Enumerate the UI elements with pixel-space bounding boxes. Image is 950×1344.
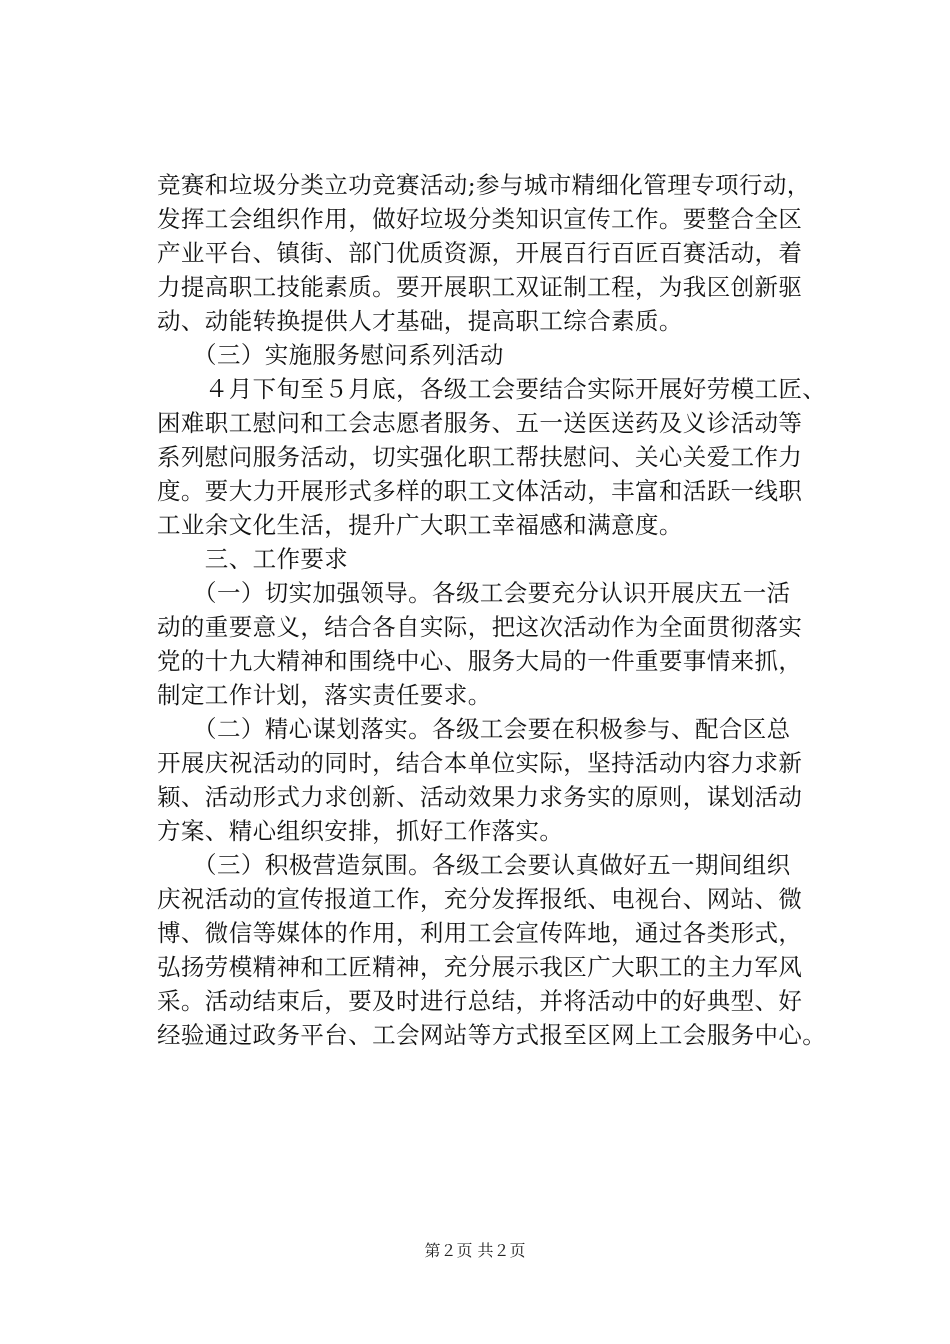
text-line: 颖、活动形式力求创新、活动效果力求务实的原则，谋划活动 [157, 783, 803, 811]
text-line: 力提高职工技能素质。要开展职工双证制工程，为我区创新驱 [157, 273, 803, 301]
text-line: 困难职工慰问和工会志愿者服务、五一送医送药及义诊活动等 [157, 409, 803, 437]
text-line: 工业余文化生活，提升广大职工幸福感和满意度。 [157, 511, 683, 539]
section-heading: 三、工作要求 [157, 545, 349, 573]
text-line: 方案、精心组织安排，抓好工作落实。 [157, 817, 564, 845]
text-line: 经验通过政务平台、工会网站等方式报至区网上工会服务中心。 [157, 1021, 827, 1049]
text-line: （二）精心谋划落实。各级工会要在积极参与、配合区总 [157, 715, 791, 743]
document-body [157, 168, 862, 1052]
text-line: 博、微信等媒体的作用，利用工会宣传阵地，通过各类形式， [157, 919, 803, 947]
text-line: 党的十九大精神和围绕中心、服务大局的一件重要事情来抓， [157, 647, 803, 675]
text-line: 产业平台、镇街、部门优质资源，开展百行百匠百赛活动，着 [157, 239, 803, 267]
page-number-footer: 第２页 共２页 [424, 1241, 526, 1260]
text-line: 采。活动结束后，要及时进行总结，并将活动中的好典型、好 [157, 987, 803, 1015]
text-line: 度。要大力开展形式多样的职工文体活动，丰富和活跃一线职 [157, 477, 803, 505]
text-line: （三）积极营造氛围。各级工会要认真做好五一期间组织 [157, 851, 791, 879]
text-line: 弘扬劳模精神和工匠精神，充分展示我区广大职工的主力军风 [157, 953, 803, 981]
text-line: （一）切实加强领导。各级工会要充分认识开展庆五一活 [157, 579, 791, 607]
text-line: 系列慰问服务活动，切实强化职工帮扶慰问、关心关爱工作力 [157, 443, 803, 471]
text-line: ４月下旬至５月底，各级工会要结合实际开展好劳模工匠、 [157, 375, 827, 403]
text-line: 制定工作计划，落实责任要求。 [157, 681, 492, 709]
text-line: 动、动能转换提供人才基础，提高职工综合素质。 [157, 307, 683, 335]
text-line: 发挥工会组织作用，做好垃圾分类知识宣传工作。要整合全区 [157, 205, 803, 233]
section-heading: （三）实施服务慰问系列活动 [157, 341, 504, 369]
text-line: 动的重要意义，结合各自实际，把这次活动作为全面贯彻落实 [157, 613, 803, 641]
text-line: 开展庆祝活动的同时，结合本单位实际，坚持活动内容力求新 [157, 749, 803, 777]
text-line: 竞赛和垃圾分类立功竞赛活动;参与城市精细化管理专项行动， [157, 171, 811, 199]
text-line: 庆祝活动的宣传报道工作，充分发挥报纸、电视台、网站、微 [157, 885, 803, 913]
